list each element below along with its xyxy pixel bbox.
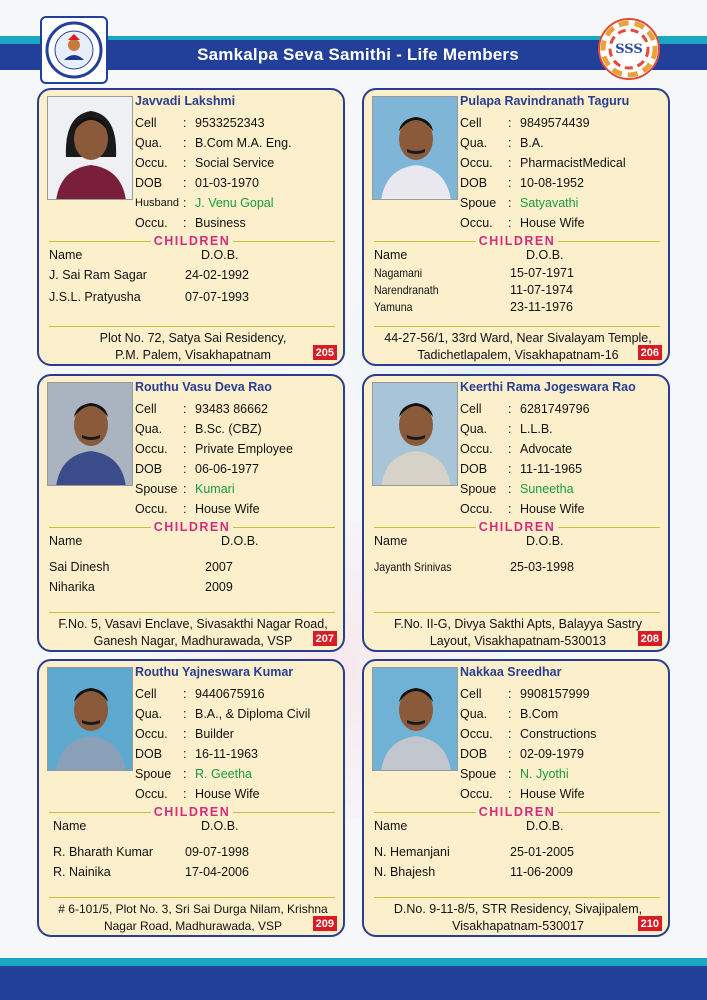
- spouse-label: Husband: [135, 197, 180, 209]
- occupation-row: [135, 153, 343, 173]
- children-heading: [49, 234, 335, 248]
- children-dob-header: D.O.B.: [201, 819, 239, 833]
- separator: :: [508, 727, 512, 741]
- member-photo: [47, 96, 133, 200]
- cell-label: Cell: [135, 116, 157, 130]
- occupation-row: [460, 439, 668, 459]
- spouse-value: R. Geetha: [195, 767, 252, 781]
- cell-value: 9908157999: [520, 687, 590, 701]
- spouse-row: [460, 479, 668, 499]
- occupation-value: Builder: [195, 727, 234, 741]
- address-line-2: Layout, Visakhapatnam-530013: [429, 634, 607, 648]
- children-dob-header: D.O.B.: [526, 819, 564, 833]
- member-number-badge: 206: [638, 345, 662, 360]
- divider-line: [374, 527, 476, 528]
- member-name: Nakkaa Sreedhar: [460, 665, 562, 679]
- cell-label: Cell: [460, 402, 482, 416]
- address-line-1: F.No. 5, Vasavi Enclave, Sivasakthi Nagar Road,: [58, 617, 328, 631]
- cell-value: 6281749796: [520, 402, 590, 416]
- dob-value: 11-11-1965: [520, 462, 583, 476]
- dob-row: [460, 459, 668, 479]
- qualification-value: B.Sc. (CBZ): [195, 422, 262, 436]
- dob-value: 02-09-1979: [520, 747, 584, 761]
- spouse-row: [460, 193, 668, 213]
- child-dob: 25-03-1998: [510, 560, 574, 574]
- qualification-row: [135, 133, 343, 153]
- divider-line: [233, 527, 335, 528]
- occupation-value: Social Service: [195, 156, 275, 170]
- qualification-row: [460, 704, 668, 724]
- children-heading: [374, 520, 660, 534]
- separator: :: [183, 216, 187, 230]
- cell-value: 9849574439: [520, 116, 590, 130]
- separator: :: [508, 176, 512, 190]
- qualification-label: Qua.: [460, 422, 488, 436]
- member-name: Routhu Yajneswara Kumar: [135, 665, 294, 679]
- dob-label: DOB: [460, 462, 488, 476]
- cell-row: [135, 399, 343, 419]
- address-line-1: D.No. 9-11-8/5, STR Residency, Sivajipalem,: [393, 902, 643, 916]
- separator: :: [183, 196, 187, 210]
- member-address: [370, 901, 666, 935]
- child-dob: 09-07-1998: [185, 845, 249, 859]
- spouse-occupation-value: House Wife: [195, 502, 260, 516]
- occupation-label: Occu.: [460, 156, 493, 170]
- spouse-value: Suneetha: [520, 482, 574, 496]
- children-dob-header: D.O.B.: [526, 248, 564, 262]
- separator: :: [508, 196, 512, 210]
- dob-row: [135, 173, 343, 193]
- occupation-row: [460, 724, 668, 744]
- child-name: Narendranath: [374, 283, 439, 297]
- separator: :: [508, 482, 512, 496]
- child-name: J.S.L. Pratyusha: [49, 290, 141, 304]
- address-line-1: F.No. II-G, Divya Sakthi Apts, Balayya Sastry: [393, 617, 642, 631]
- qualification-value: B.Com: [520, 707, 559, 721]
- spouse-occupation-value: House Wife: [520, 502, 585, 516]
- spouse-label: Spouse: [135, 482, 178, 496]
- spouse-occupation-row: [460, 213, 668, 233]
- child-name: Niharika: [49, 580, 95, 594]
- separator: :: [508, 767, 512, 781]
- cell-value: 93483 86662: [195, 402, 268, 416]
- dob-row: [135, 459, 343, 479]
- separator: :: [508, 422, 512, 436]
- member-name: Pulapa Ravindranath Taguru: [460, 94, 630, 108]
- child-dob: 17-04-2006: [185, 865, 249, 879]
- cell-label: Cell: [135, 402, 157, 416]
- dob-label: DOB: [135, 747, 163, 761]
- spouse-occupation-row: [135, 213, 343, 233]
- member-card: [362, 659, 670, 937]
- member-name: Routhu Vasu Deva Rao: [135, 380, 272, 394]
- spouse-label: Spoue: [460, 482, 497, 496]
- address-divider: [49, 326, 335, 327]
- separator: :: [183, 687, 187, 701]
- spouse-occupation-label: Occu.: [460, 502, 493, 516]
- spouse-occupation-row: [135, 499, 343, 519]
- member-photo: [47, 667, 133, 771]
- separator: :: [183, 442, 187, 456]
- divider-line: [233, 241, 335, 242]
- address-line-2: Visakhapatnam-530017: [452, 919, 584, 933]
- children-title: CHILDREN: [478, 805, 556, 819]
- member-number-badge: 208: [638, 631, 662, 646]
- children-heading: [374, 805, 660, 819]
- address-divider: [374, 897, 660, 898]
- cell-row: [135, 684, 343, 704]
- spouse-occupation-value: House Wife: [195, 787, 260, 801]
- divider-line: [374, 812, 476, 813]
- divider-line: [558, 527, 660, 528]
- member-details: [135, 113, 343, 233]
- cell-label: Cell: [135, 687, 157, 701]
- member-card: [362, 88, 670, 366]
- child-name: Nagamani: [374, 266, 423, 280]
- separator: :: [508, 402, 512, 416]
- separator: :: [508, 216, 512, 230]
- spouse-occupation-value: House Wife: [520, 787, 585, 801]
- children-name-header: Name: [374, 248, 408, 262]
- spouse-occupation-row: [460, 499, 668, 519]
- occupation-value: Constructions: [520, 727, 597, 741]
- separator: :: [183, 462, 187, 476]
- child-name: Jayanth Srinivas: [374, 560, 452, 574]
- footer-band: [0, 966, 707, 1000]
- spouse-value: N. Jyothi: [520, 767, 569, 781]
- child-dob: 11-07-1974: [510, 283, 574, 297]
- children-name-header: Name: [49, 248, 83, 262]
- dob-label: DOB: [460, 176, 488, 190]
- member-photo: [372, 667, 458, 771]
- spouse-row: [135, 479, 343, 499]
- child-dob: 07-07-1993: [185, 290, 249, 304]
- address-line-2: Tadichetlapalem, Visakhapatnam-16: [417, 348, 619, 362]
- separator: :: [183, 116, 187, 130]
- member-address: [45, 616, 341, 650]
- dob-row: [460, 173, 668, 193]
- divider-line: [558, 812, 660, 813]
- dob-value: 06-06-1977: [195, 462, 259, 476]
- dob-row: [460, 744, 668, 764]
- occupation-row: [135, 724, 343, 744]
- qualification-value: B.A., & Diploma Civil: [195, 707, 311, 721]
- qualification-row: [460, 419, 668, 439]
- dob-value: 10-08-1952: [520, 176, 584, 190]
- sss-logo: [598, 18, 660, 80]
- member-number-badge: 207: [313, 631, 337, 646]
- children-heading: [49, 805, 335, 819]
- divider-line: [49, 241, 151, 242]
- qualification-row: [135, 704, 343, 724]
- separator: :: [508, 687, 512, 701]
- children-name-header: Name: [49, 534, 83, 548]
- spouse-occupation-label: Occu.: [135, 216, 168, 230]
- children-name-header: Name: [374, 534, 408, 548]
- separator: :: [183, 482, 187, 496]
- qualification-row: [460, 133, 668, 153]
- children-heading: [374, 234, 660, 248]
- child-name: R. Bharath Kumar: [53, 845, 154, 859]
- spouse-occupation-row: [460, 784, 668, 804]
- address-divider: [49, 612, 335, 613]
- address-divider: [49, 897, 335, 898]
- children-title: CHILDREN: [153, 805, 231, 819]
- separator: :: [183, 727, 187, 741]
- occupation-value: Private Employee: [195, 442, 293, 456]
- qualification-label: Qua.: [135, 707, 163, 721]
- occupation-label: Occu.: [460, 727, 493, 741]
- qualification-label: Qua.: [135, 422, 163, 436]
- child-dob: 2009: [205, 580, 233, 594]
- address-divider: [374, 326, 660, 327]
- divider-line: [49, 527, 151, 528]
- dob-value: 01-03-1970: [195, 176, 259, 190]
- occupation-label: Occu.: [135, 156, 168, 170]
- dob-row: [135, 744, 343, 764]
- member-address: [370, 330, 666, 364]
- spouse-row: [135, 764, 343, 784]
- separator: :: [508, 707, 512, 721]
- spouse-occupation-value: House Wife: [520, 216, 585, 230]
- spouse-occupation-value: Business: [195, 216, 246, 230]
- cell-label: Cell: [460, 687, 482, 701]
- spouse-value: J. Venu Gopal: [195, 196, 274, 210]
- occupation-label: Occu.: [135, 442, 168, 456]
- member-card: [37, 659, 345, 937]
- separator: :: [183, 136, 187, 150]
- children-name-header: Name: [374, 819, 408, 833]
- dob-label: DOB: [135, 176, 163, 190]
- divider-line: [558, 241, 660, 242]
- separator: :: [183, 787, 187, 801]
- member-details: [135, 684, 343, 804]
- child-dob: 25-01-2005: [510, 845, 574, 859]
- cell-row: [460, 399, 668, 419]
- member-details: [135, 399, 343, 519]
- occupation-row: [135, 439, 343, 459]
- qualification-label: Qua.: [135, 136, 163, 150]
- dob-value: 16-11-1963: [195, 747, 259, 761]
- child-dob: 15-07-1971: [510, 266, 574, 280]
- children-title: CHILDREN: [478, 234, 556, 248]
- qualification-value: B.A.: [520, 136, 544, 150]
- child-name: J. Sai Ram Sagar: [49, 268, 147, 282]
- separator: :: [183, 767, 187, 781]
- member-address: [45, 330, 341, 364]
- separator: :: [183, 156, 187, 170]
- separator: :: [508, 747, 512, 761]
- children-title: CHILDREN: [153, 234, 231, 248]
- spouse-occupation-label: Occu.: [135, 787, 168, 801]
- member-card: [362, 374, 670, 652]
- spouse-occupation-label: Occu.: [460, 787, 493, 801]
- divider-line: [233, 812, 335, 813]
- occupation-value: PharmacistMedical: [520, 156, 626, 170]
- cell-row: [135, 113, 343, 133]
- child-name: Yamuna: [374, 300, 413, 314]
- separator: :: [508, 156, 512, 170]
- member-details: [460, 399, 668, 519]
- spouse-value: Kumari: [195, 482, 235, 496]
- sss-logo-text: SSS: [615, 41, 643, 57]
- child-name: Sai Dinesh: [49, 560, 110, 574]
- address-line-1: # 6-101/5, Plot No. 3, Sri Sai Durga Nilam, Krishna: [58, 902, 328, 916]
- spouse-row: [135, 193, 343, 213]
- member-address: [370, 616, 666, 650]
- member-card: [37, 88, 345, 366]
- spouse-row: [460, 764, 668, 784]
- member-card: [37, 374, 345, 652]
- page-title: Samkalpa Seva Samithi - Life Members: [108, 40, 608, 70]
- qualification-value: B.Com M.A. Eng.: [195, 136, 292, 150]
- address-line-2: Ganesh Nagar, Madhurawada, VSP: [93, 634, 293, 648]
- child-name: N. Hemanjani: [374, 845, 450, 859]
- member-number-badge: 209: [313, 916, 337, 931]
- dob-label: DOB: [135, 462, 163, 476]
- separator: :: [183, 422, 187, 436]
- children-title: CHILDREN: [153, 520, 231, 534]
- child-dob: 2007: [205, 560, 233, 574]
- footer-stripe: [0, 958, 707, 966]
- occupation-label: Occu.: [135, 727, 168, 741]
- cell-row: [460, 684, 668, 704]
- divider-line: [374, 241, 476, 242]
- children-title: CHILDREN: [478, 520, 556, 534]
- address-line-2: P.M. Palem, Visakhapatnam: [115, 348, 271, 362]
- occupation-row: [460, 153, 668, 173]
- separator: :: [508, 116, 512, 130]
- separator: :: [183, 747, 187, 761]
- cell-label: Cell: [460, 116, 482, 130]
- member-address: [45, 901, 341, 935]
- cell-value: 9440675916: [195, 687, 265, 701]
- member-details: [460, 113, 668, 233]
- spouse-label: Spoue: [135, 767, 172, 781]
- qualification-value: L.L.B.: [520, 422, 553, 436]
- address-line-1: Plot No. 72, Satya Sai Residency,: [99, 331, 287, 345]
- member-name: Keerthi Rama Jogeswara Rao: [460, 380, 636, 394]
- children-dob-header: D.O.B.: [201, 248, 239, 262]
- separator: :: [183, 502, 187, 516]
- occupation-label: Occu.: [460, 442, 493, 456]
- address-divider: [374, 612, 660, 613]
- divider-line: [49, 812, 151, 813]
- spouse-label: Spoue: [460, 196, 497, 210]
- address-line-2: Nagar Road, Madhurawada, VSP: [103, 919, 283, 933]
- separator: :: [508, 462, 512, 476]
- child-dob: 24-02-1992: [185, 268, 249, 282]
- separator: :: [508, 787, 512, 801]
- children-heading: [49, 520, 335, 534]
- member-details: [460, 684, 668, 804]
- children-name-header: Name: [53, 819, 87, 833]
- dob-label: DOB: [460, 747, 488, 761]
- separator: :: [508, 442, 512, 456]
- address-line-1: 44-27-56/1, 33rd Ward, Near Sivalayam Temple,: [384, 331, 652, 345]
- samithi-logo: [40, 16, 108, 84]
- child-dob: 11-06-2009: [510, 865, 574, 879]
- qualification-row: [135, 419, 343, 439]
- spouse-occupation-label: Occu.: [135, 502, 168, 516]
- cell-row: [460, 113, 668, 133]
- separator: :: [183, 402, 187, 416]
- spouse-value: Satyavathi: [520, 196, 579, 210]
- separator: :: [183, 707, 187, 721]
- cell-value: 9533252343: [195, 116, 265, 130]
- member-number-badge: 205: [313, 345, 337, 360]
- qualification-label: Qua.: [460, 136, 488, 150]
- child-name: N. Bhajesh: [374, 865, 436, 879]
- member-number-badge: 210: [638, 916, 662, 931]
- child-name: R. Nainika: [53, 865, 111, 879]
- member-name: Javvadi Lakshmi: [135, 94, 236, 108]
- spouse-occupation-row: [135, 784, 343, 804]
- occupation-value: Advocate: [520, 442, 573, 456]
- separator: :: [508, 502, 512, 516]
- children-dob-header: D.O.B.: [526, 534, 564, 548]
- separator: :: [183, 176, 187, 190]
- children-dob-header: D.O.B.: [221, 534, 259, 548]
- member-photo: [47, 382, 133, 486]
- qualification-label: Qua.: [460, 707, 488, 721]
- spouse-occupation-label: Occu.: [460, 216, 493, 230]
- separator: :: [508, 136, 512, 150]
- member-photo: [372, 96, 458, 200]
- member-photo: [372, 382, 458, 486]
- spouse-label: Spoue: [460, 767, 497, 781]
- child-dob: 23-11-1976: [510, 300, 574, 314]
